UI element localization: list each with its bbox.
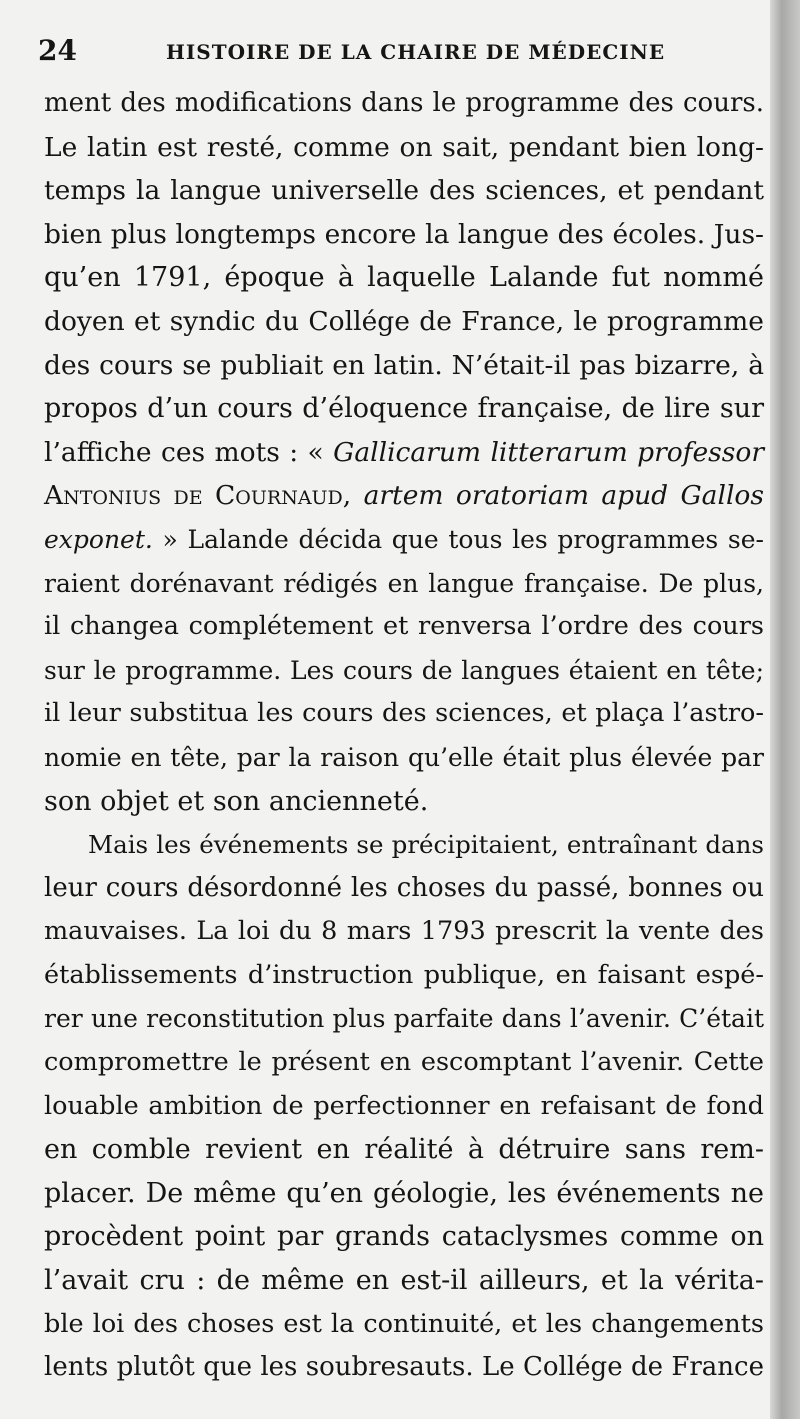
text-line: des cours se publiait en latin. N’était-il pas bizarre, à <box>44 349 764 381</box>
text-line: rer une reconstitution plus parfaite dans l’avenir. C’était <box>44 1004 764 1034</box>
text-line: son objet et son ancienneté. <box>44 785 429 817</box>
text-run: , <box>342 480 364 512</box>
text-line: qu’en 1791, époque à laquelle Lalande fut nommé <box>44 262 764 294</box>
text-line: louable ambition de perfectionner en refaisant de fond <box>44 1090 764 1121</box>
page-number: 24 <box>38 34 77 67</box>
text-line: raient dorénavant rédigés en langue française. De plus, <box>44 568 764 598</box>
text-line: il leur substitua les cours des sciences, et plaça l’astro- <box>44 698 764 729</box>
text-line: Mais les événements se précipitaient, entraînant dans <box>88 830 764 860</box>
text-line: Le latin est resté, comme on sait, pendant bien long- <box>44 131 764 163</box>
text-line: placer. De même qu’en géologie, les événements ne <box>44 1177 764 1209</box>
text-run: l’affiche ces mots : « <box>44 436 334 468</box>
text-line: il changea complétement et renversa l’ordre des cours <box>44 611 764 642</box>
running-title: HISTOIRE DE LA CHAIRE DE MÉDECINE <box>166 40 666 64</box>
latin-quote: exponet. <box>44 524 153 554</box>
text-line: mauvaises. La loi du 8 mars 1793 prescrit la vente des <box>44 916 764 947</box>
text-line: lents plutôt que les soubresauts. Le Collége de France <box>44 1352 764 1383</box>
text-line: sur le programme. Les cours de langues étaient en tête; <box>44 655 764 685</box>
text-line: compromettre le présent en escomptant l’avenir. Cette <box>44 1047 764 1078</box>
binding-gutter <box>770 0 800 1419</box>
text-line: propos d’un cours d’éloquence française, de lire sur <box>44 393 764 425</box>
text-line: temps la langue universelle des sciences, et pendant <box>44 175 764 207</box>
text-line: doyen et syndic du Collége de France, le programme <box>44 305 764 337</box>
text-line: procèdent point par grands cataclysmes comme on <box>44 1221 764 1253</box>
body-text <box>44 82 764 1390</box>
professor-name: Antonius de Cournaud <box>44 480 343 512</box>
latin-quote: Gallicarum litterarum professor <box>333 436 764 468</box>
text-line: ble loi des choses est la continuité, et les changements <box>44 1308 764 1339</box>
text-line: leur cours désordonné les choses du passé, bonnes ou <box>44 872 764 903</box>
text-line: en comble revient en réalité à détruire sans rem- <box>44 1134 764 1166</box>
text-line: bien plus longtemps encore la langue des écoles. Jus- <box>44 218 764 250</box>
text-run: » Lalande décida que tous les programmes se- <box>152 524 764 554</box>
text-line: nomie en tête, par la raison qu’elle était plus élevée par <box>44 742 764 772</box>
text-line-quote-start <box>44 431 764 475</box>
text-line-quote-end <box>44 518 764 562</box>
text-line: l’avait cru : de même en est-il ailleurs, et la vérita- <box>44 1265 764 1297</box>
running-head <box>38 36 758 66</box>
text-line-quote-middle <box>44 474 764 518</box>
text-line: établissements d’instruction publique, en faisant espé- <box>44 959 764 990</box>
text-line: ment des modifications dans le programme des cours. <box>44 88 764 118</box>
latin-quote: artem oratoriam apud Gallos <box>363 480 764 512</box>
